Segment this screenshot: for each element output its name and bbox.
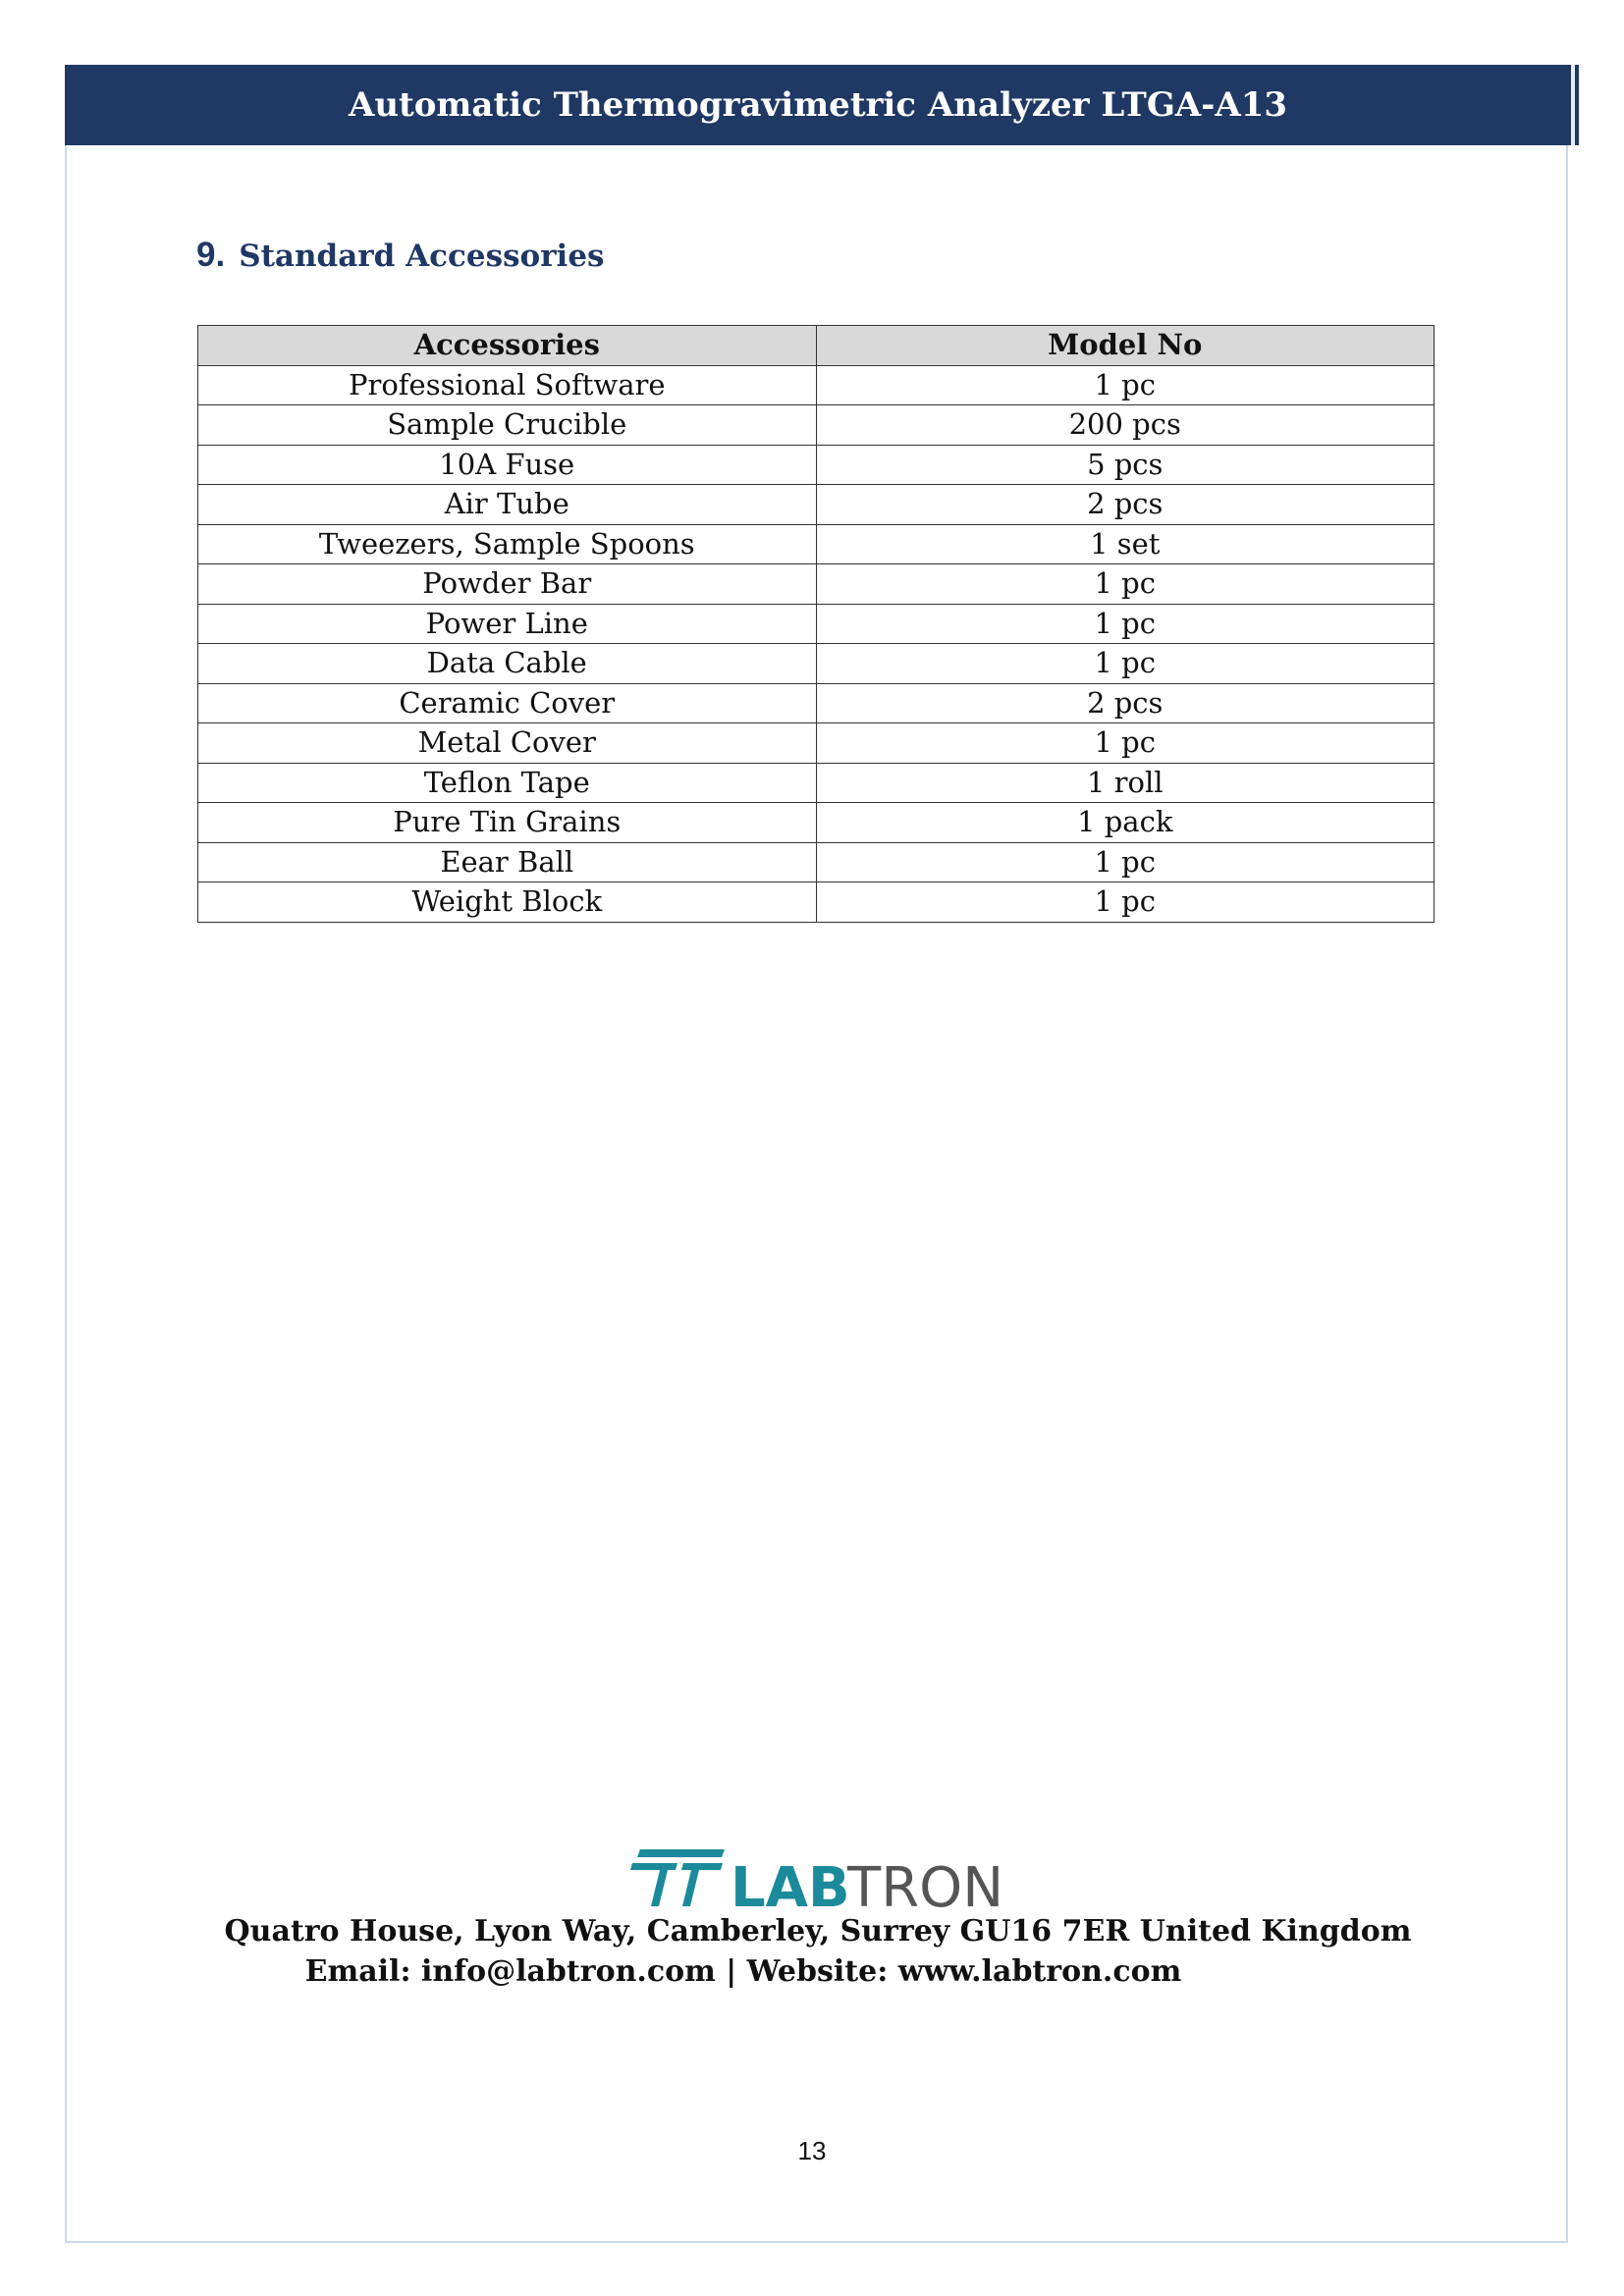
- accessory-cell: Pure Tin Grains: [198, 803, 817, 843]
- quantity-cell: 1 pc: [816, 723, 1435, 764]
- table-row: [198, 683, 1435, 723]
- quantity-cell: 1 pc: [816, 365, 1435, 405]
- quantity-cell: 1 pc: [816, 604, 1435, 644]
- quantity-cell: 1 pack: [816, 803, 1435, 843]
- accessory-cell: Professional Software: [198, 365, 817, 405]
- page-number: 13: [797, 2136, 827, 2165]
- quantity-cell: 1 pc: [816, 842, 1435, 882]
- accessory-cell: Teflon Tape: [198, 763, 817, 803]
- table-row: [198, 604, 1435, 644]
- table-row: [198, 803, 1435, 843]
- accessory-cell: Metal Cover: [198, 723, 817, 764]
- table-row: [198, 564, 1435, 605]
- table-row: [198, 644, 1435, 684]
- logo-text-tron: TRON: [847, 1856, 1004, 1910]
- accessory-cell: Eear Ball: [198, 842, 817, 882]
- logo-text-lab: LAB: [731, 1856, 850, 1910]
- accessory-cell: Tweezers, Sample Spoons: [198, 524, 817, 564]
- accessory-cell: Sample Crucible: [198, 405, 817, 446]
- quantity-cell: 1 pc: [816, 564, 1435, 605]
- header-bar: [65, 65, 1579, 145]
- accessory-cell: Ceramic Cover: [198, 683, 817, 723]
- accessory-cell: Data Cable: [198, 644, 817, 684]
- accessory-cell: 10A Fuse: [198, 445, 817, 485]
- accessory-cell: Power Line: [198, 604, 817, 644]
- column-header-model-no: Model No: [816, 326, 1435, 366]
- quantity-cell: 1 pc: [816, 882, 1435, 923]
- table-row: [198, 524, 1435, 564]
- quantity-cell: 5 pcs: [816, 445, 1435, 485]
- quantity-cell: 1 pc: [816, 644, 1435, 684]
- quantity-cell: 1 roll: [816, 763, 1435, 803]
- table-row: [198, 723, 1435, 764]
- table-row: [198, 365, 1435, 405]
- labtron-logo-mark-icon: [630, 1849, 725, 1906]
- accessory-cell: Weight Block: [198, 882, 817, 923]
- table-row: [198, 485, 1435, 525]
- section-title: Standard Accessories: [239, 239, 605, 274]
- accessories-table: [197, 325, 1435, 923]
- accessory-cell: Air Tube: [198, 485, 817, 525]
- section-heading: [196, 236, 605, 275]
- quantity-cell: 2 pcs: [816, 683, 1435, 723]
- quantity-cell: 200 pcs: [816, 405, 1435, 446]
- table-row: [198, 763, 1435, 803]
- section-number: 9.: [196, 236, 226, 274]
- document-title: Automatic Thermogravimetric Analyzer LTGA-A13: [348, 85, 1288, 125]
- quantity-cell: 1 set: [816, 524, 1435, 564]
- table-header-row: [198, 326, 1435, 366]
- table-row: [198, 882, 1435, 923]
- footer-contact: Email: info@labtron.com | Website: www.labtron.com: [304, 1954, 1182, 1989]
- table-row: [198, 445, 1435, 485]
- quantity-cell: 2 pcs: [816, 485, 1435, 525]
- accessory-cell: Powder Bar: [198, 564, 817, 605]
- table-row: [198, 405, 1435, 446]
- footer-address: Quatro House, Lyon Way, Camberley, Surrey GU16 7ER United Kingdom: [224, 1914, 1412, 1949]
- table-row: [198, 842, 1435, 882]
- labtron-logo: [630, 1845, 1013, 1910]
- column-header-accessories: Accessories: [198, 326, 817, 366]
